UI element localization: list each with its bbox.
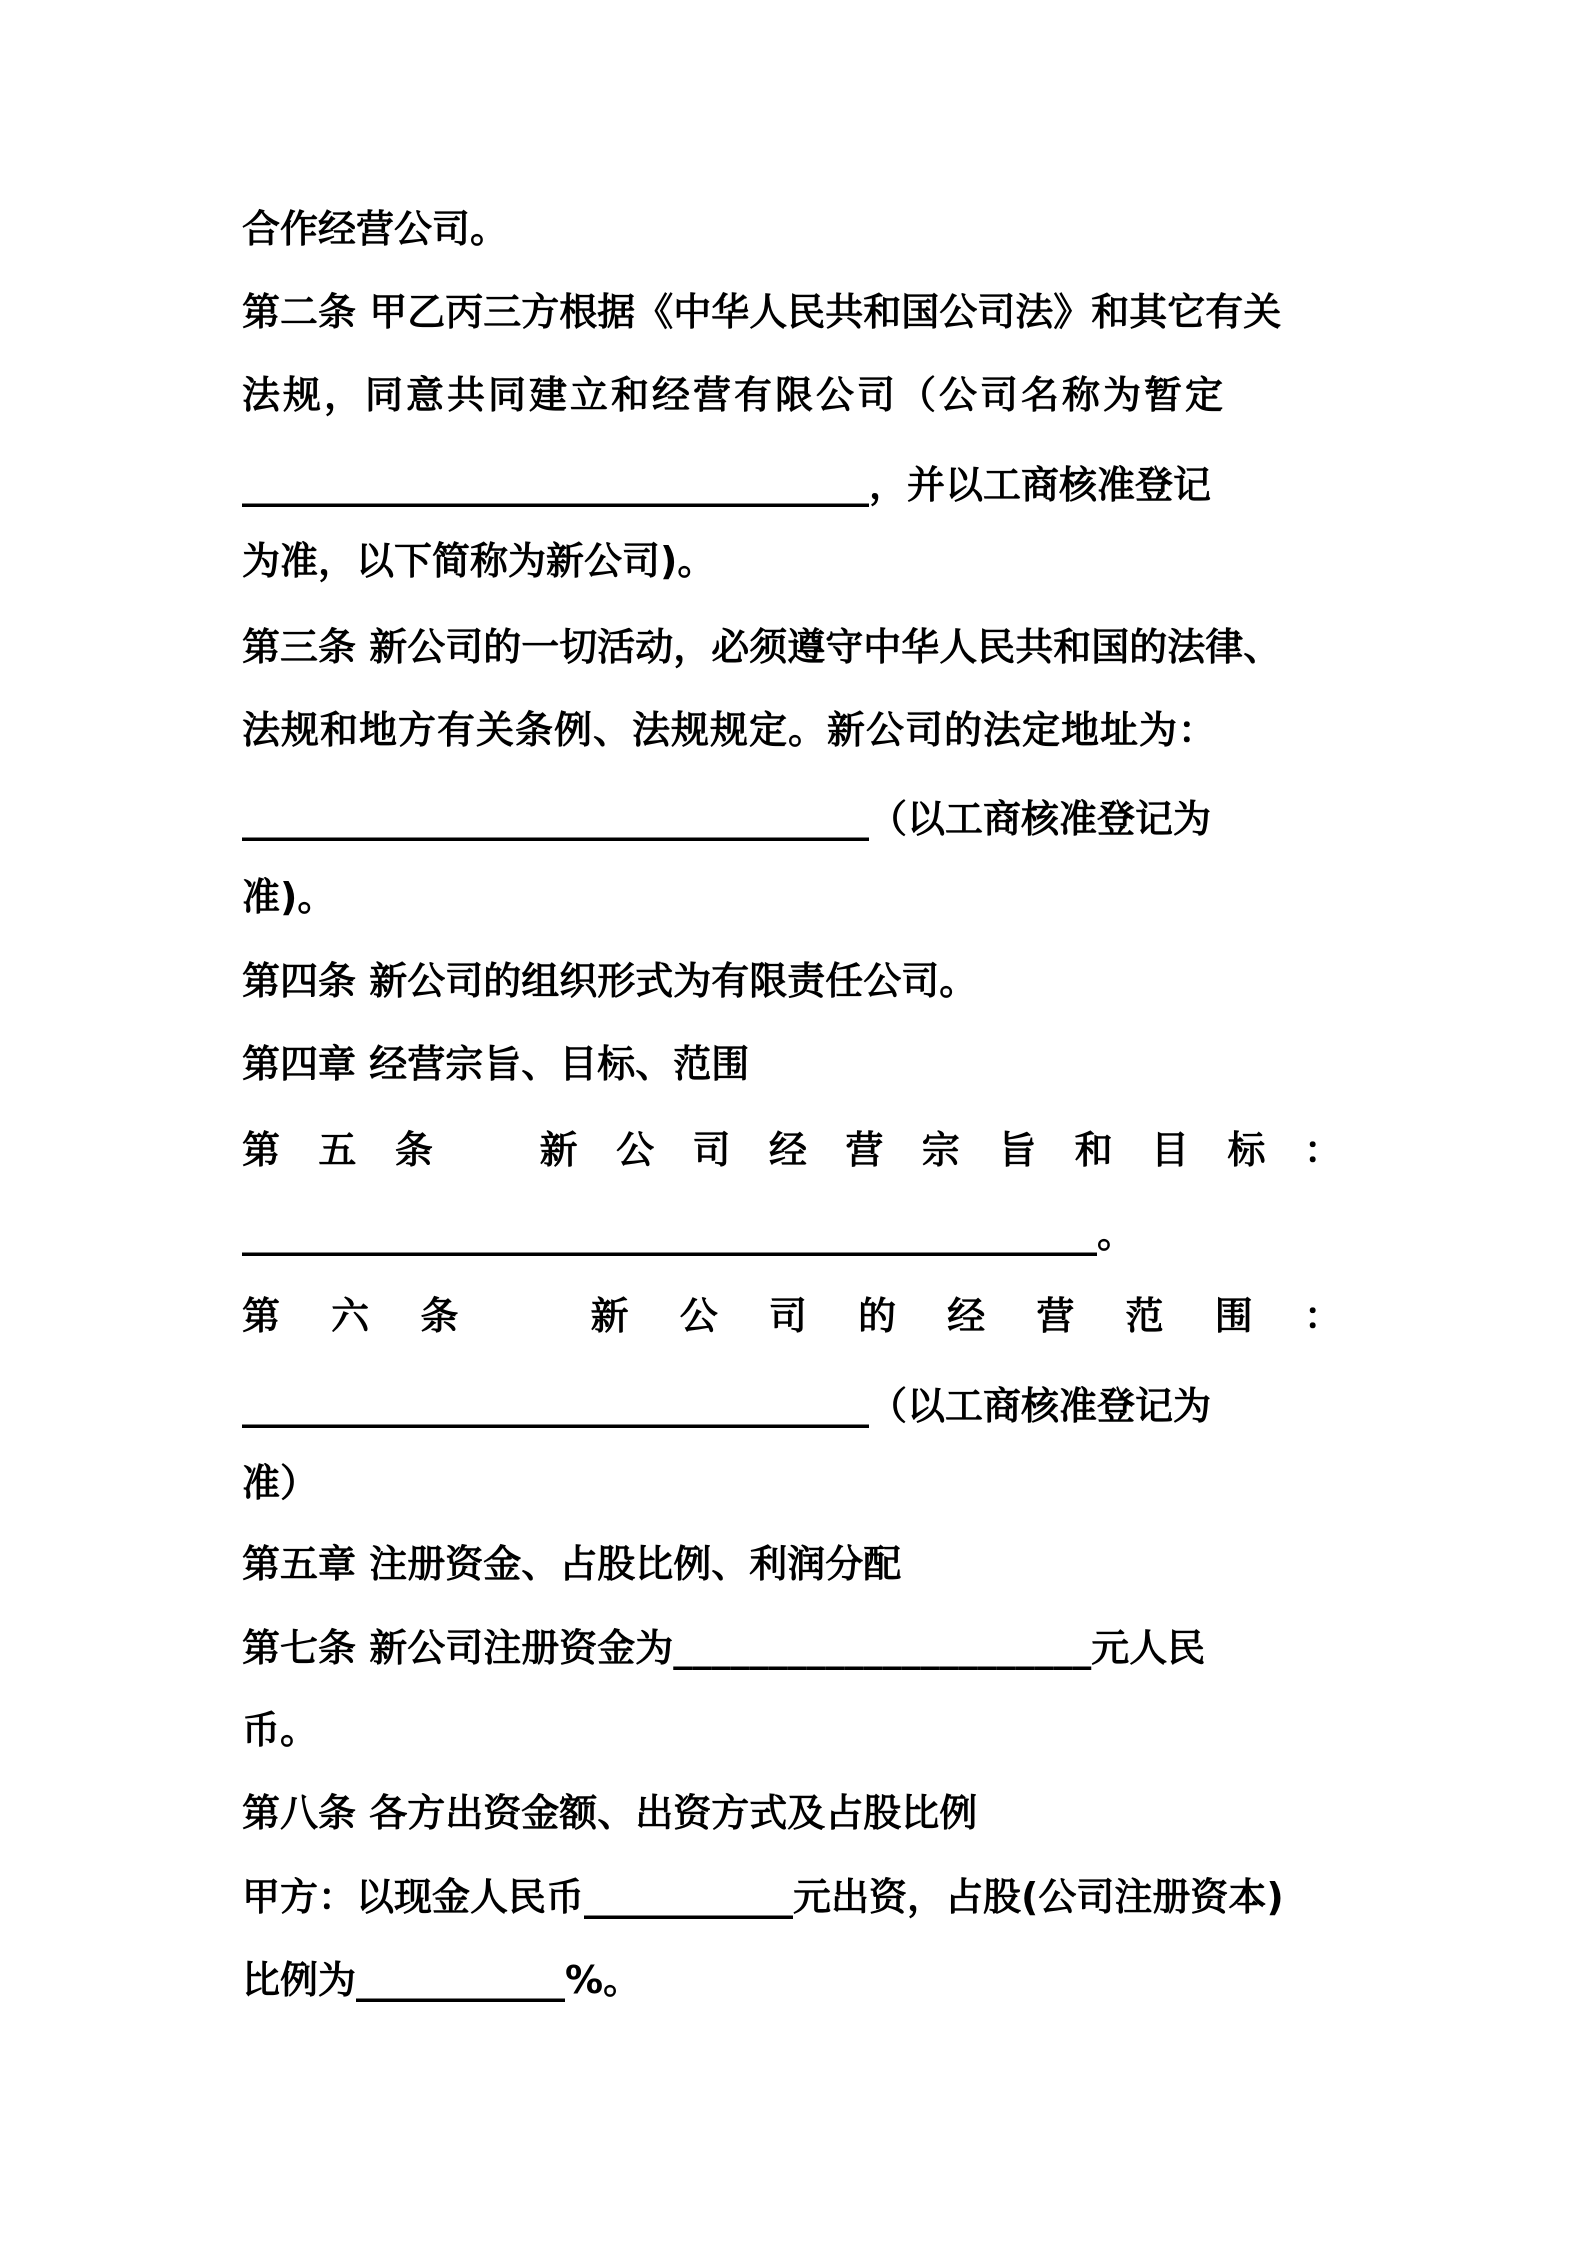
article-5-char: 司	[692, 1128, 731, 1172]
article-6-char: 围	[1214, 1294, 1253, 1338]
article-2-line-1: 第二条 甲乙丙三方根据《中华人民共和国公司法》和其它有关	[242, 290, 1282, 334]
article-5-char: 条	[394, 1128, 433, 1172]
article-6-char: 经	[947, 1294, 986, 1338]
article-6-line-2: _________________________________（以工商核准登记为	[242, 1384, 1212, 1428]
article-6-char: ：	[1303, 1294, 1342, 1338]
party-a-line-1: 甲方：以现金人民币___________元出资，占股(公司注册资本)	[242, 1875, 1284, 1919]
article-6-char: 公	[679, 1294, 718, 1338]
article-3-line-4: 准)。	[242, 875, 336, 919]
article-5-char: 新	[539, 1128, 578, 1172]
article-5-char: 标	[1227, 1128, 1266, 1172]
article-6-char: 范	[1125, 1294, 1164, 1338]
article-5-line-1	[242, 1126, 1342, 1174]
article-6-char: 条	[420, 1294, 459, 1338]
article-5-char: 第	[242, 1128, 281, 1172]
text-line: 合作经营公司。	[242, 207, 509, 251]
article-5-char: 经	[768, 1128, 807, 1172]
article-8-heading: 第八条 各方出资金额、出资方式及占股比例	[242, 1791, 978, 1835]
article-6-char: 司	[768, 1294, 807, 1338]
article-6-line-3: 准）	[242, 1461, 319, 1505]
article-5-char: 和	[1074, 1128, 1113, 1172]
article-7-line-2: 币。	[242, 1708, 319, 1752]
article-3-line-3: _________________________________（以工商核准登记为	[242, 797, 1212, 841]
article-6-char: 的	[858, 1294, 897, 1338]
article-6-char: 六	[331, 1294, 370, 1338]
article-5-line-2: _____________________________________________。	[242, 1212, 1136, 1256]
article-7-line-1: 第七条 新公司注册资金为______________________元人民	[242, 1626, 1206, 1670]
party-a-line-2: 比例为___________%。	[242, 1958, 642, 2002]
chapter-5-heading: 第五章 注册资金、占股比例、利润分配	[242, 1542, 902, 1586]
article-5-char: ：	[1303, 1128, 1342, 1172]
article-2-line-2: 法规，同意共同建立和经营有限公司（公司名称为暂定	[242, 373, 1227, 417]
article-4: 第四条 新公司的组织形式为有限责任公司。	[242, 959, 978, 1003]
article-5-char: 五	[318, 1128, 357, 1172]
article-6-char: 营	[1036, 1294, 1075, 1338]
article-3-line-1: 第三条 新公司的一切活动，必须遵守中华人民共和国的法律、	[242, 625, 1282, 669]
article-6-line-1	[242, 1292, 1342, 1340]
chapter-4-heading: 第四章 经营宗旨、目标、范围	[242, 1042, 750, 1086]
article-3-line-2: 法规和地方有关条例、法规规定。新公司的法定地址为：	[242, 708, 1218, 752]
article-5-char: 营	[845, 1128, 884, 1172]
article-6-char: 第	[242, 1294, 281, 1338]
article-5-char: 目	[1151, 1128, 1190, 1172]
article-5-char: 宗	[921, 1128, 960, 1172]
article-2-line-3: _________________________________，并以工商核准登记	[242, 463, 1212, 507]
article-5-char: 旨	[998, 1128, 1037, 1172]
article-6-char: 新	[590, 1294, 629, 1338]
article-2-line-4: 为准，以下简称为新公司)。	[242, 539, 716, 583]
article-5-char: 公	[616, 1128, 655, 1172]
